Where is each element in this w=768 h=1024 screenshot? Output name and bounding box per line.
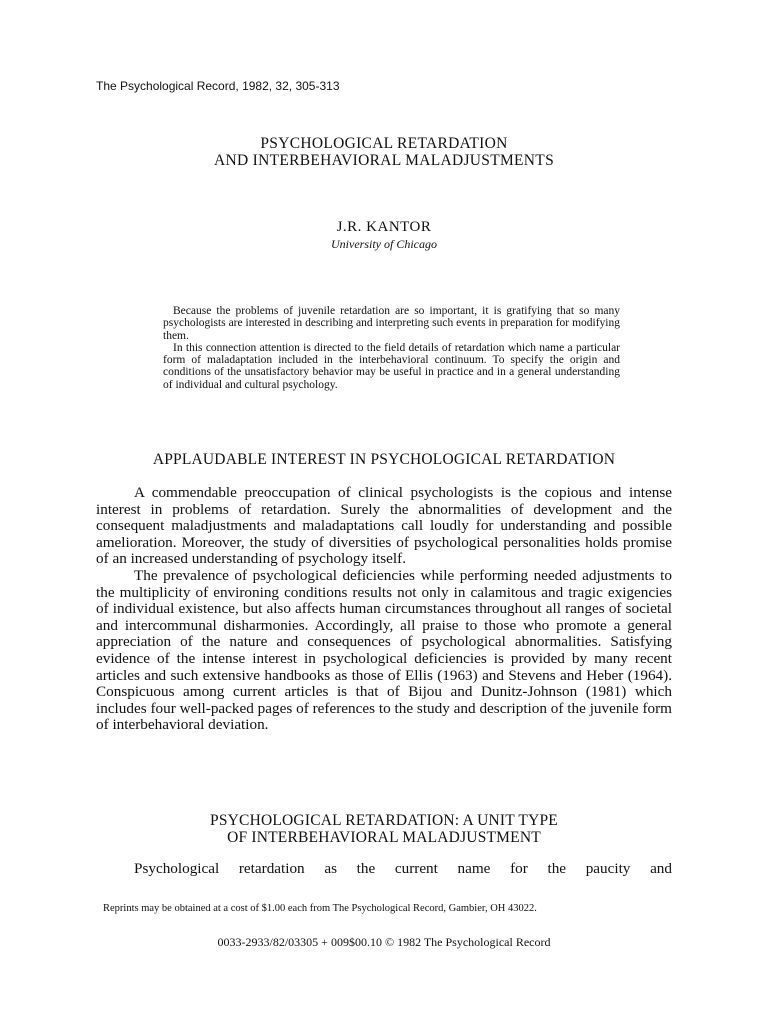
article-title	[96, 135, 672, 169]
body-paragraph: The prevalence of psychological deficiencies while performing needed adjustments to the multiplicity of environing conditions results not only in calamitous and tragic exigencies of individual existence, but also affects human circumstances throughout all ranges of societal and intercommunal disharmonies. Accordingly, all praise to those who promote a general appreciation of the nature and consequences of psychological abnormalities. Satisfying evidence of the intense interest in psychological deficiencies is provided by many recent articles and such extensive handbooks as those of Ellis (1963) and Stevens and Heber (1964). Conspicuous among current articles is that of Bijou and Dunitz-Johnson (1981) which includes four well-packed pages of references to the study and description of the juvenile form of interbehavioral deviation.	[96, 566, 672, 734]
abstract-paragraph: Because the problems of juvenile retardation are so important, it is gratifying that so many psychologists are interested in describing and interpreting such events in preparation for modifying them.	[163, 305, 620, 342]
author-name: J.R. KANTOR	[336, 219, 432, 235]
article-title-line-2: AND INTERBEHAVIORAL MALADJUSTMENTS	[213, 152, 554, 169]
section-body	[96, 485, 672, 734]
body-paragraph: Psychological retardation as the current name for the paucity and	[134, 860, 672, 877]
section-heading-line-2: OF INTERBEHAVIORAL MALADJUSTMENT	[227, 829, 541, 846]
abstract	[163, 305, 620, 391]
section-heading: APPLAUDABLE INTEREST IN PSYCHOLOGICAL RETARDATION	[152, 451, 616, 468]
section-heading	[96, 812, 672, 846]
abstract-paragraph: In this connection attention is directed to the field details of retardation which name a particular form of maladaptation included in the interbehavioral continuum. To specify the origin and conditions of the unsatisfactory behavior may be useful in practice and in a general understanding of individual and cultural psychology.	[163, 341, 620, 391]
body-paragraph: A commendable preoccupation of clinical psychologists is the copious and intense interest in problems of retardation. Surely the abnormalities of development and the consequent maladjustments and maladaptations call loudly for understanding and possible amelioration. Moreover, the study of diversities of psychological personalities holds promise of an increased understanding of psychology itself.	[96, 484, 672, 568]
section-body	[96, 860, 672, 878]
reprint-notice: Reprints may be obtained at a cost of $1.00 each from The Psychological Record, Gambier, OH 43022.	[103, 903, 537, 914]
section-heading-line-1: PSYCHOLOGICAL RETARDATION: A UNIT TYPE	[210, 812, 558, 829]
copyright-line: 0033-2933/82/03305 + 009$00.10 © 1982 The Psychological Record	[217, 935, 551, 949]
journal-citation: The Psychological Record, 1982, 32, 305-313	[96, 79, 340, 93]
article-title-line-1: PSYCHOLOGICAL RETARDATION	[260, 135, 508, 152]
author-affiliation: University of Chicago	[331, 237, 437, 251]
